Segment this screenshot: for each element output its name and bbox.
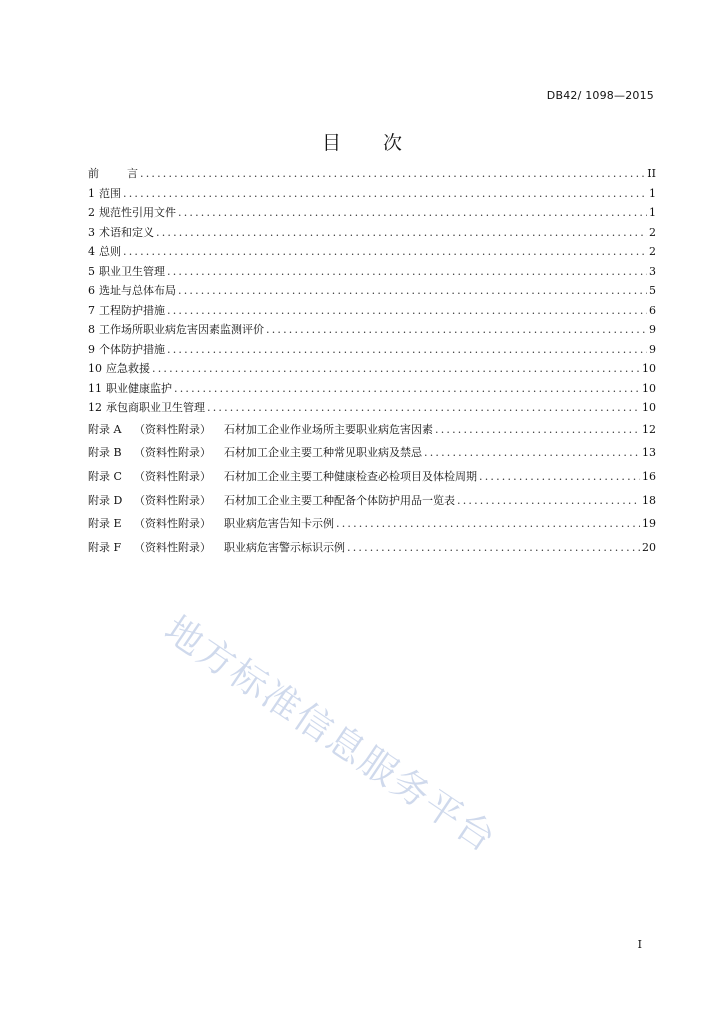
dot-leader: [123, 184, 647, 204]
toc-page-number: 20: [642, 540, 656, 554]
dot-leader: [167, 340, 647, 360]
annex-type: （资料性附录）: [134, 540, 211, 554]
toc-page-number: 9: [649, 342, 656, 356]
toc-page-number: 16: [642, 469, 656, 483]
section-number: 5: [88, 264, 95, 278]
dot-leader: [167, 301, 647, 321]
toc-item-section[interactable]: [88, 281, 656, 301]
section-number: 11: [88, 381, 102, 395]
toc-item-section[interactable]: [88, 203, 656, 223]
toc-item-annex[interactable]: [88, 512, 656, 536]
section-title: 应急救援: [106, 362, 150, 375]
annex-title: 石材加工企业主要工种配备个体防护用品一览表: [224, 493, 455, 507]
annex-type: （资料性附录）: [134, 517, 211, 531]
toc-page-number: 9: [649, 323, 656, 336]
toc-item-annex[interactable]: [88, 489, 656, 513]
toc-item-section[interactable]: [88, 184, 656, 204]
annex-title: 石材加工企业作业场所主要职业病危害因素: [224, 422, 433, 436]
toc-item-foreword[interactable]: [88, 164, 656, 184]
toc-item-annex[interactable]: [88, 465, 656, 489]
annex-type: （资料性附录）: [134, 422, 211, 436]
toc-item-label: [88, 320, 264, 340]
annex-type: （资料性附录）: [134, 446, 211, 460]
toc-item-section[interactable]: [88, 340, 656, 360]
annex-tag: 附录 E: [88, 517, 122, 531]
toc-foreword-char-2: 言: [127, 167, 138, 180]
section-title: 职业卫生管理: [99, 264, 165, 278]
toc-page-number: 3: [649, 264, 656, 278]
toc-item-label: [88, 512, 334, 536]
toc-item-section[interactable]: [88, 242, 656, 262]
dot-leader: [140, 164, 645, 184]
toc-item-label: [88, 465, 477, 489]
annex-type: （资料性附录）: [134, 493, 211, 507]
toc-item-section[interactable]: [88, 379, 656, 399]
dot-leader: [174, 379, 640, 399]
section-title: 个体防护措施: [99, 342, 165, 356]
section-number: 2: [88, 206, 95, 219]
annex-title: 职业病危害警示标识示例: [224, 540, 345, 554]
dot-leader: [123, 242, 647, 262]
dot-leader: [178, 281, 647, 301]
toc-item-section[interactable]: [88, 301, 656, 321]
section-title: 范围: [99, 186, 121, 200]
dot-leader: [457, 489, 640, 513]
toc-item-section[interactable]: [88, 320, 656, 340]
toc-page-number: 6: [649, 303, 656, 317]
toc-item-label: [88, 184, 121, 204]
toc-page-number: 5: [649, 284, 656, 297]
section-number: 6: [88, 284, 95, 297]
section-number: 1: [88, 186, 95, 200]
annex-title: 石材加工企业主要工种常见职业病及禁忌: [224, 446, 422, 460]
section-title: 总则: [99, 245, 121, 258]
section-number: 4: [88, 245, 95, 258]
toc-item-label: [88, 301, 165, 321]
page-number: I: [637, 938, 642, 951]
toc-page-number: 1: [649, 186, 656, 200]
toc-page-number: 18: [642, 493, 656, 507]
dot-leader: [266, 320, 647, 340]
dot-leader: [435, 418, 640, 442]
annex-title: 职业病危害告知卡示例: [224, 517, 334, 531]
page-title: 目 次: [321, 132, 421, 154]
toc-item-section[interactable]: [88, 262, 656, 282]
toc-page-number: II: [647, 167, 656, 180]
section-number: 12: [88, 401, 102, 414]
toc-item-label: [88, 441, 422, 465]
annex-tag: 附录 B: [88, 446, 122, 460]
toc-page-number: 10: [642, 381, 656, 395]
section-number: 8: [88, 323, 95, 336]
toc-item-label: [88, 281, 176, 301]
section-title: 工作场所职业病危害因素监测评价: [99, 323, 264, 336]
annex-tag: 附录 A: [88, 422, 122, 436]
toc-item-section[interactable]: [88, 223, 656, 243]
toc-item-label: [88, 340, 165, 360]
toc-item-label: [88, 398, 205, 418]
section-title: 规范性引用文件: [99, 206, 176, 219]
toc-page-number: 1: [649, 206, 656, 219]
toc-item-label: [88, 223, 154, 243]
section-title: 承包商职业卫生管理: [106, 401, 205, 414]
dot-leader: [424, 441, 640, 465]
toc-item-label: [88, 242, 121, 262]
section-number: 3: [88, 225, 95, 239]
toc-item-annex[interactable]: [88, 441, 656, 465]
toc-item-label: [88, 203, 176, 223]
toc-page-number: 10: [642, 362, 656, 375]
dot-leader: [207, 398, 640, 418]
section-title: 职业健康监护: [106, 381, 172, 395]
section-title: 术语和定义: [99, 225, 154, 239]
section-title: 工程防护措施: [99, 303, 165, 317]
section-number: 10: [88, 362, 102, 375]
toc-item-label: [88, 489, 455, 513]
watermark: 地方标准信息服务平台: [156, 607, 505, 862]
toc-foreword-char-1: 前: [88, 167, 99, 180]
section-title: 选址与总体布局: [99, 284, 176, 297]
toc-page-number: 10: [642, 401, 656, 414]
dot-leader: [167, 262, 647, 282]
annex-tag: 附录 C: [88, 469, 122, 483]
toc-item-section[interactable]: [88, 398, 656, 418]
dot-leader: [178, 203, 647, 223]
section-number: 7: [88, 303, 95, 317]
annex-type: （资料性附录）: [134, 469, 211, 483]
dot-leader: [152, 359, 640, 379]
toc-item-annex[interactable]: [88, 536, 656, 560]
toc-page-number: 13: [642, 446, 656, 460]
toc-item-label: [88, 379, 172, 399]
toc-item-annex[interactable]: [88, 418, 656, 442]
toc-page-number: 2: [649, 245, 656, 258]
annex-tag: 附录 F: [88, 540, 122, 554]
dot-leader: [336, 512, 640, 536]
toc-page-number: 2: [649, 225, 656, 239]
toc-item-label: [88, 262, 165, 282]
toc-item-section[interactable]: [88, 359, 656, 379]
section-number: 9: [88, 342, 95, 356]
toc-item-label: [88, 164, 138, 184]
dot-leader: [347, 536, 640, 560]
table-of-contents: [88, 164, 656, 560]
dot-leader: [479, 465, 640, 489]
toc-item-label: [88, 418, 433, 442]
annex-title: 石材加工企业主要工种健康检查必检项目及体检周期: [224, 469, 477, 483]
annex-tag: 附录 D: [88, 493, 123, 507]
toc-item-label: [88, 359, 150, 379]
toc-page-number: 12: [642, 422, 656, 436]
standard-number: DB42/ 1098—2015: [546, 89, 654, 102]
toc-page-number: 19: [642, 517, 656, 531]
dot-leader: [156, 223, 647, 243]
toc-item-label: [88, 536, 345, 560]
